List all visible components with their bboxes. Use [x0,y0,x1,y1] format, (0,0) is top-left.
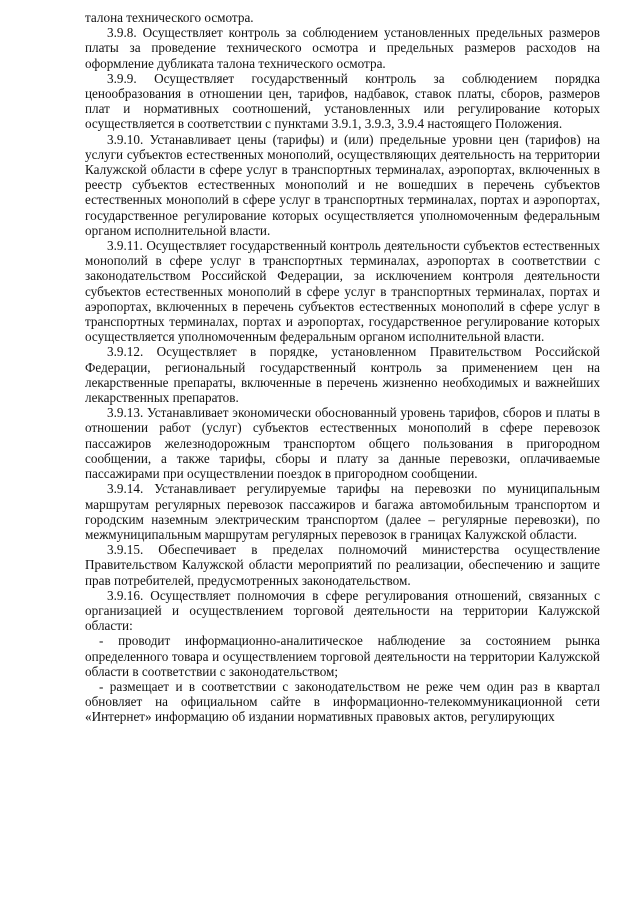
document-page [85,10,600,725]
paragraph-3-9-9: 3.9.9. Осуществляет государственный контроль за соблюдением порядка ценообразования в отношении цен, тарифов, надбавок, ставок платы, сборов, размеров плат и нормативных соотношений, установленных или регулирование которых осуществляется в соответствии с пунктами 3.9.1, 3.9.3, 3.9.4 настоящего Положения. [85,70,600,132]
list-item-1: - проводит информационно-аналитическое наблюдение за состоянием рынка определенного товара и осуществлением торговой деятельности на территории Калужской области в соответствии с законодательством; [85,633,600,679]
paragraph-3-9-8: 3.9.8. Осуществляет контроль за соблюдением установленных предельных размеров платы за проведение технического осмотра и предельных размеров расходов на оформление дубликата талона технического осмотра. [85,25,600,71]
paragraph-continuation: талона технического осмотра. [85,10,254,25]
paragraph-3-9-16: 3.9.16. Осуществляет полномочия в сфере регулирования отношений, связанных с организацией и осуществлением торговой деятельности на территории Калужской области: [85,587,600,634]
paragraph-3-9-13: 3.9.13. Устанавливает экономически обоснованный уровень тарифов, сборов и платы в отношении работ (услуг) субъектов естественных монополий в сфере перевозок пассажиров железнодорожным транспортом общего пользования в пригородном сообщении, а также тарифы, сборы и плату за данные перевозки, оплачиваемые пассажирами при осуществлении поездок в пригородном сообщении. [85,405,600,482]
paragraph-3-9-10: 3.9.10. Устанавливает цены (тарифы) и (или) предельные уровни цен (тарифов) на услуги субъектов естественных монополий, осуществляющих деятельность на территории Калужской области в сфере услуг в транспортных терминалах, аэропортах, включенных в реестр субъектов естественных монополий и не вошедших в перечень субъектов естественных монополий в сфере услуг в транспортных терминалах, портах и аэропортах, государственное регулирование которых осуществляется уполномоченным федеральным органом исполнительной власти. [85,131,600,238]
paragraph-3-9-15: 3.9.15. Обеспечивает в пределах полномочий министерства осуществление Правительством Калужской области мероприятий по реализации, обеспечению и защите прав потребителей, предусмотренных законодательством. [85,542,600,588]
paragraph-3-9-14: 3.9.14. Устанавливает регулируемые тарифы на перевозки по муниципальным маршрутам регулярных перевозок пассажиров и багажа автомобильным транспортом и городским наземным электрическим транспортом (далее – регулярные перевозки), по межмуниципальным маршрутам регулярных перевозок в границах Калужской области. [85,481,600,542]
paragraph-3-9-11: 3.9.11. Осуществляет государственный контроль деятельности субъектов естественных монополий в сфере услуг в транспортных терминалах, аэропортах в соответствии с законодательством Российской Федерации, за исключением контроля деятельности субъектов естественных монополий в сфере услуг в транспортных терминалах, портах и аэропортах, включенных в перечень субъектов естественных монополий в сфере услуг в транспортных терминалах, портах и аэропортах, государственное регулирование которых осуществляется уполномоченным федеральным органом исполнительной власти. [85,238,600,345]
list-item-2: - размещает и в соответствии с законодательством не реже чем один раз в квартал обновляет на официальном сайте в информационно-телекоммуникационной сети «Интернет» информацию об издании нормативных правовых актов, регулирующих [85,678,600,725]
paragraph-3-9-12: 3.9.12. Осуществляет в порядке, установленном Правительством Российской Федерации, региональный государственный контроль за применением цен на лекарственные препараты, включенные в перечень жизненно необходимых и важнейших лекарственных препаратов. [85,344,600,406]
